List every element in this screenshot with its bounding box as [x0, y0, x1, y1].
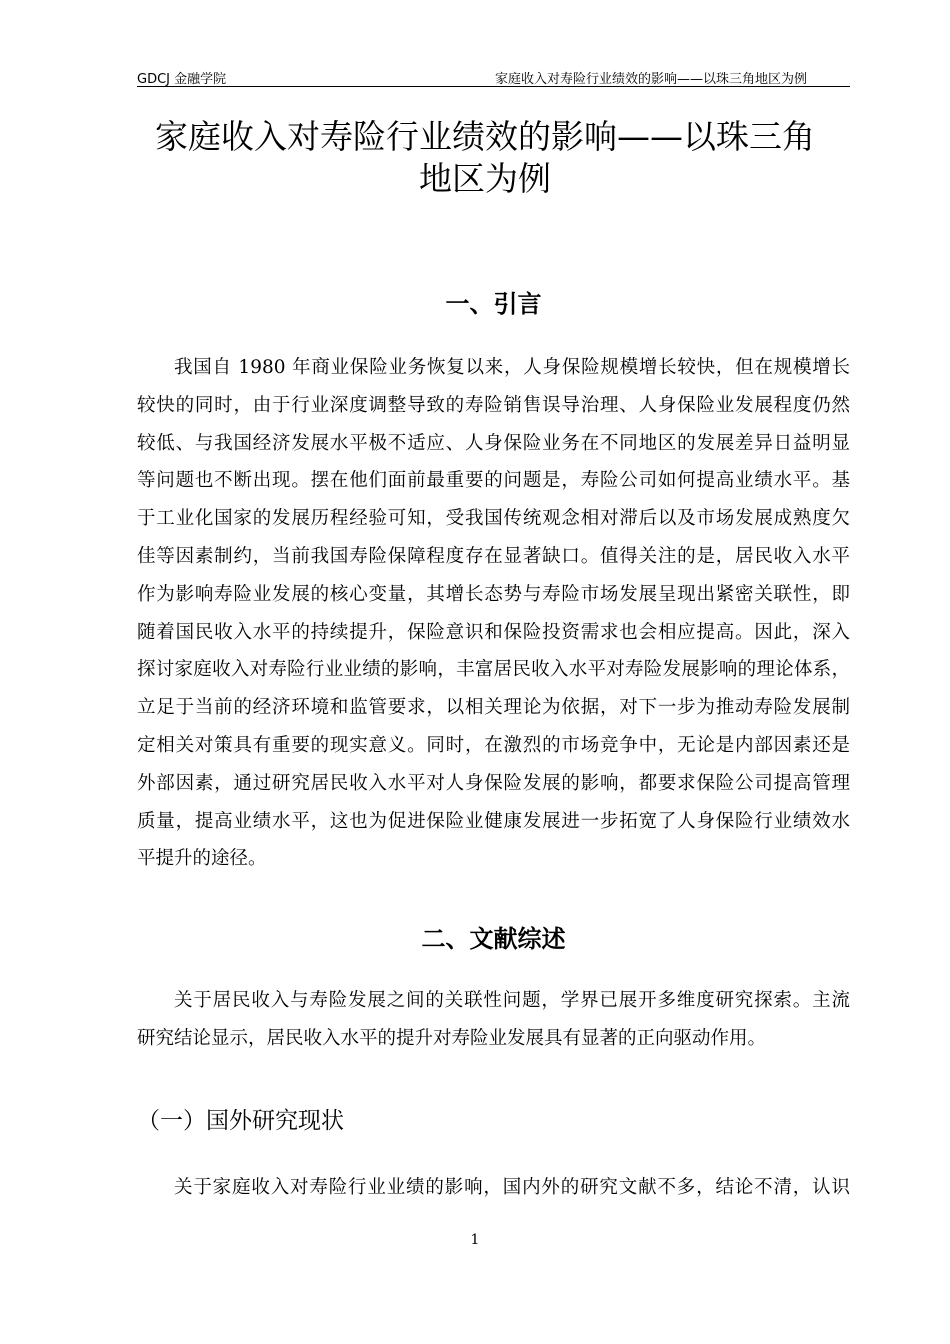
text-line: 质量，提高业绩水平，这也为促进保险业健康发展进一步拓宽了人身保险行业绩效水: [137, 810, 850, 832]
text-line: 定相关对策具有重要的现实意义。同时，在激烈的市场竞争中，无论是内部因素还是: [137, 734, 850, 756]
text-line: 于工业化国家的发展历程经验可知，受我国传统观念相对滞后以及市场发展成熟度欠: [137, 508, 850, 530]
text-line: 佳等因素制约，当前我国寿险保障程度存在显著缺口。值得关注的是，居民收入水平: [137, 545, 850, 567]
text-line: 随着国民收入水平的持续提升，保险意识和保险投资需求也会相应提高。因此，深入: [137, 621, 850, 643]
section-heading-introduction: 一、引言: [445, 290, 542, 318]
text-line: 我国自 1980 年商业保险业务恢复以来，人身保险规模增长较快，但在规模增长: [174, 357, 850, 378]
text-line: 关于居民收入与寿险发展之间的关联性问题，学界已展开多维度研究探索。主流: [174, 990, 850, 1011]
subsection-heading-foreign-research: （一）国外研究现状: [137, 1108, 344, 1134]
document-title: [120, 116, 850, 200]
header-left: GDCJ 金融学院: [137, 72, 227, 87]
paragraph-introduction: [137, 349, 850, 878]
text-line: 等问题也不断出现。摆在他们面前最重要的问题是，寿险公司如何提高业绩水平。基: [137, 470, 850, 492]
header-rule: [137, 86, 850, 87]
text-line: 探讨家庭收入对寿险行业业绩的影响，丰富居民收入水平对寿险发展影响的理论体系，: [137, 659, 850, 681]
title-line: 地区为例: [419, 159, 551, 198]
header-right: 家庭收入对寿险行业绩效的影响——以珠三角地区为例: [494, 72, 807, 87]
text-line: 立足于当前的经济环境和监管要求，以相关理论为依据，对下一步为推动寿险发展制: [137, 697, 850, 719]
text-line: 较快的同时，由于行业深度调整导致的寿险销售误导治理、人身保险业发展程度仍然: [137, 394, 850, 416]
page-number: 1: [470, 1232, 480, 1248]
text-line: 研究结论显示，居民收入水平的提升对寿险业发展具有显著的正向驱动作用。: [137, 1027, 767, 1049]
text-line: 作为影响寿险业发展的核心变量，其增长态势与寿险市场发展呈现出紧密关联性，即: [137, 583, 850, 605]
section-heading-literature-review: 二、文献综述: [421, 925, 566, 953]
text-line: 平提升的途径。: [137, 848, 267, 870]
text-line: 外部因素，通过研究居民收入水平对人身保险发展的影响，都要求保险公司提高管理: [137, 772, 850, 794]
paragraph-literature-review: [137, 982, 850, 1058]
text-line: 较低、与我国经济发展水平极不适应、人身保险业务在不同地区的发展差异日益明显: [137, 432, 850, 454]
text-line: 关于家庭收入对寿险行业业绩的影响，国内外的研究文献不多，结论不清，认识: [174, 1177, 850, 1198]
title-line: 家庭收入对寿险行业绩效的影响——以珠三角: [155, 117, 815, 156]
paragraph-foreign-research: [137, 1169, 850, 1207]
